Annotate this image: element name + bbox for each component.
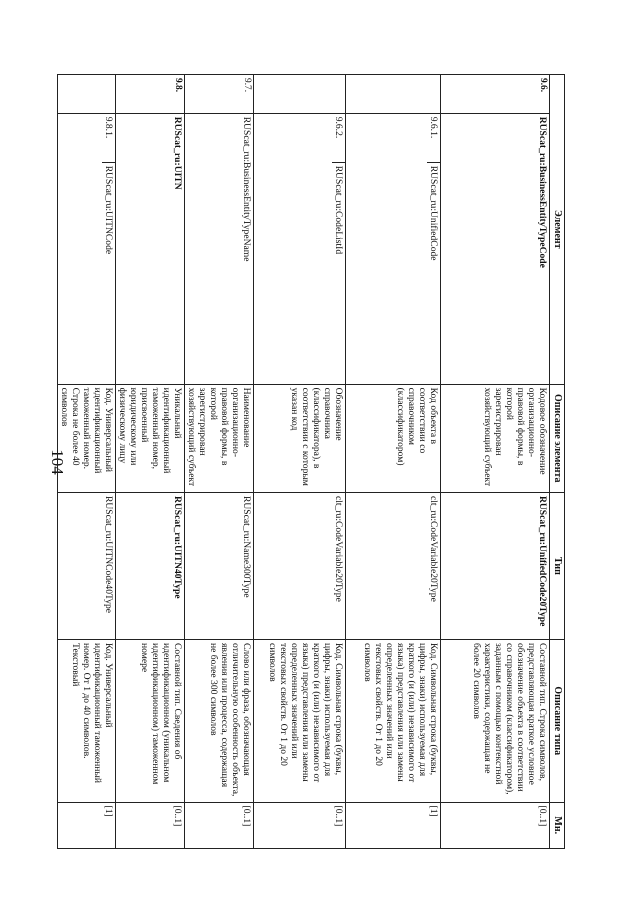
row-element-desc: Уникальный идентификационный таможенный номер, присвоенный юридическому или физическому лицу: [116, 384, 185, 492]
header-type-desc: Описание типа: [550, 640, 565, 803]
table-row: [185, 75, 254, 849]
row-number: 9.6.2.: [332, 114, 345, 163]
row-element: RUScat_ru:CodeListId: [333, 165, 345, 255]
row-type-desc: Слово или фраза, обозначающая отличительную особенность объекта, явления или процесса, содержащая не более 300 символов: [185, 640, 254, 803]
row-mn: [0..1]: [441, 802, 550, 848]
row-element: RUScat_ru:UITNCode: [103, 165, 115, 255]
row-mn: [0..1]: [116, 802, 185, 848]
row-mn: [0..1]: [254, 802, 346, 848]
table-row: [254, 75, 346, 849]
row-number: 9.6.1.: [427, 114, 440, 163]
table-row: [441, 75, 550, 849]
table-row: [346, 75, 441, 849]
row-type: RUScat_ru:UITNCode40Type: [57, 492, 115, 639]
row-number: 9.6.: [441, 75, 550, 114]
element-table: [57, 74, 565, 849]
row-mn: [1]: [57, 802, 115, 848]
row-mn: [0..1]: [185, 802, 254, 848]
row-number: 9.8.1.: [102, 114, 115, 163]
header-type: Тип: [550, 492, 565, 639]
row-type-desc: Код. Универсальный идентификационный таможенный номер. От 1 до 40 символов. Текстовый: [57, 640, 115, 803]
row-element-desc: Код объекта в соответствии со справочником (классификатором): [346, 384, 441, 492]
row-type: RUScat_ru:UITN40Type: [116, 492, 185, 639]
row-element: RUScat_ru:UITN: [116, 113, 185, 384]
table-row: [116, 75, 185, 849]
table-row: [57, 75, 115, 849]
row-indent: [346, 75, 441, 114]
table-rotated: [59, 74, 565, 849]
table-wrapper: [59, 74, 565, 849]
row-type: RUScat_ru:UnifiedCode20Type: [441, 492, 550, 639]
row-indent: [57, 75, 115, 114]
row-type: RUScat_ru:Name300Type: [185, 492, 254, 639]
row-number: 9.8.: [116, 75, 185, 114]
row-number: 9.7.: [185, 75, 254, 114]
row-type-desc: Составной тип. Сведения об идентификационном (уникальном идентификационном) таможенном номере: [116, 640, 185, 803]
table-header-row: [550, 75, 565, 849]
page-number: 104: [47, 449, 67, 475]
row-element-desc: Кодовое обозначение организационно-правовой формы, в которой зарегистрирован хозяйствующий субъект: [441, 384, 550, 492]
row-indent: [254, 75, 346, 114]
row-type-desc: Код. Символьная строка (буквы, цифры, знаки) используемая для краткого (и (или) независимого от языка) представления или замены определенных значений или текстовых свойств. От 1 до 20 символов: [346, 640, 441, 803]
row-element-desc: Обозначение справочника (классификатора), в соответствии с которым указан код: [254, 384, 346, 492]
row-element: RUScat_ru:BusinessEntityTypeCode: [441, 113, 550, 384]
row-element-desc: Код. Универсальный идентификационный таможенный номер. Строка не более 40 символов: [57, 384, 115, 492]
row-type: clt_ru:CodeVariable20Type: [254, 492, 346, 639]
row-element-desc: Наименование организационно-правовой формы, в которой зарегистрирован хозяйствующий субъект: [185, 384, 254, 492]
row-element: RUScat_ru:UnifiedCode: [428, 165, 440, 261]
row-type: clt_ru:CodeVariable20Type: [346, 492, 441, 639]
header-element: Элемент: [550, 75, 565, 385]
row-type-desc: Составной тип. Строка символов, представляющая краткое условное обозначение объекта в соответствии со справочником (классификатором), заданным с помощью контекстной характеристики, содержащая не более 20 символов: [441, 640, 550, 803]
header-element-desc: Описание элемента: [550, 384, 565, 492]
row-type-desc: Код. Символьная строка (буквы, цифры, знаки) используемая для краткого (и (или) независимого от языка) представления или замены определенных значений или текстовых свойств. От 1 до 20 символов: [254, 640, 346, 803]
row-mn: [1]: [346, 802, 441, 848]
row-element: RUScat_ru:BusinessEntityTypeName: [185, 113, 254, 384]
header-mn: Мн.: [550, 802, 565, 848]
